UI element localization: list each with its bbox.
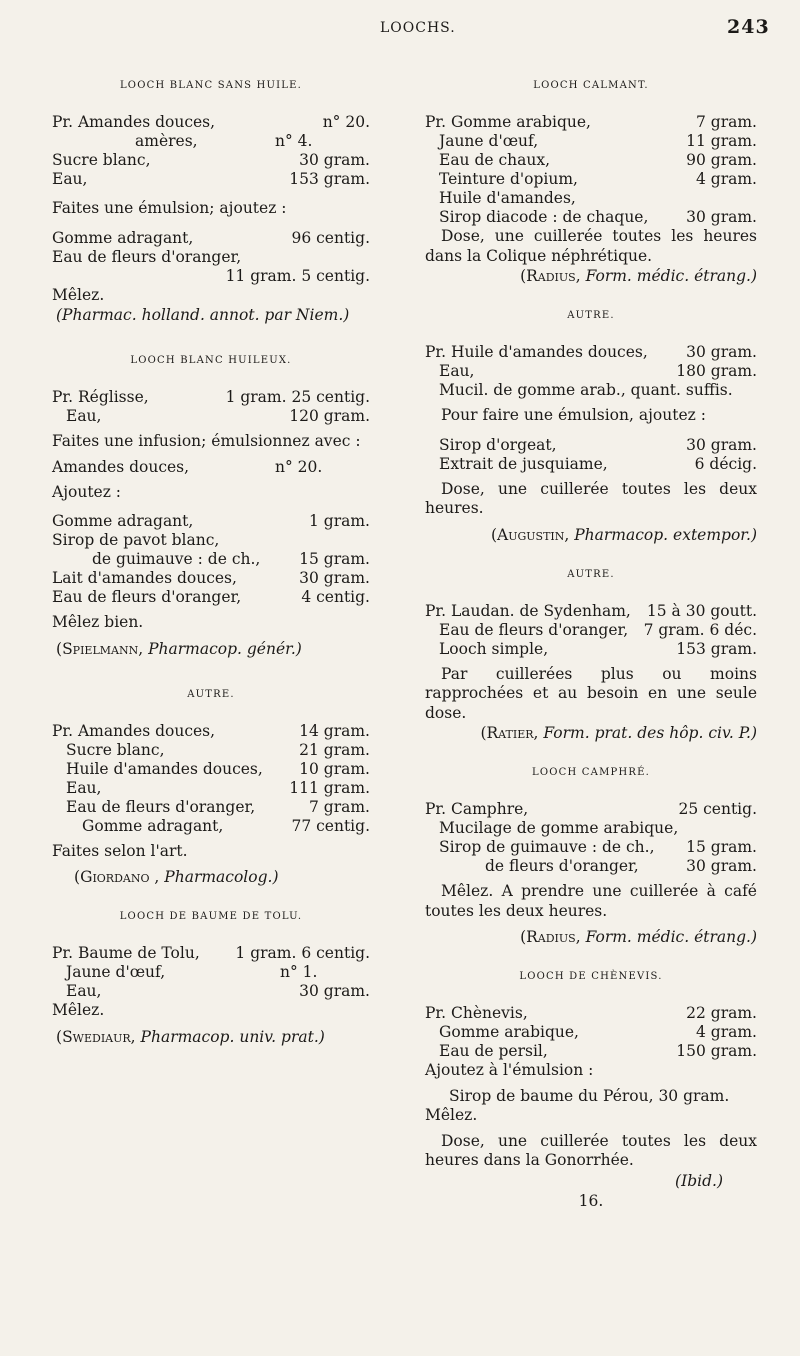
instruction: Sirop de baume du Pérou, 30 gram.	[449, 1086, 730, 1105]
ingredient-row: Eau, 30 gram.	[66, 982, 370, 1000]
ingredient-row: Pr. Amandes douces, 14 gram.	[52, 721, 370, 740]
section-title: LOOCH DE BAUME DE TOLU.	[119, 911, 303, 922]
source-citation: (Pharmac. holland. annot. par Niem.)	[56, 306, 350, 324]
ingredient-row: Sirop de guimauve : de ch., 15 gram.	[439, 838, 757, 856]
ingredient-row: Eau de chaux, 90 gram.	[439, 151, 757, 169]
section-title: LOOCH DE CHÈNEVIS.	[519, 971, 663, 982]
section-title: AUTRE.	[187, 688, 235, 700]
page-number: 243	[727, 16, 770, 38]
ingredient-row: Sucre blanc, 21 gram.	[66, 740, 370, 759]
instruction: Pour faire une émulsion, ajoutez :	[441, 406, 706, 424]
dose-text: Dose, une cuillerée toutes les heures dans la Colique néphrétique.	[425, 227, 757, 265]
ingredient-row: Pr. Camphre, 25 centig.	[425, 800, 757, 818]
section-title: AUTRE.	[567, 310, 615, 321]
ingredient-row: Pr. Chènevis, 22 gram.	[425, 1004, 757, 1022]
dose-text: Dose, une cuillerée toutes les deux heures dans la Gonorrhée.	[425, 1131, 757, 1169]
ingredient-row: Pr. Huile d'amandes douces, 30 gram.	[425, 343, 757, 361]
ingredient-row: amères, n° 4.	[135, 132, 313, 150]
ingredient-row: Looch simple, 153 gram.	[439, 639, 757, 658]
ingredient-row: Sirop diacode : de chaque, 30 gram.	[439, 208, 757, 226]
instruction: Mêlez.	[425, 1106, 478, 1124]
source-citation: (Ratier, Form. prat. des hôp. civ. P.)	[480, 724, 757, 742]
ingredient-row: Gomme adragant, 1 gram.	[52, 512, 370, 530]
ingredient-row: Sucre blanc, 30 gram.	[52, 151, 370, 169]
right-column	[425, 80, 757, 1211]
section-title: LOOCH BLANC SANS HUILE.	[119, 80, 303, 91]
instruction: Faites une infusion; émulsionnez avec :	[52, 432, 361, 450]
ingredient-row: Gomme adragant, 96 centig.	[52, 228, 370, 247]
section-title: LOOCH BLANC HUILEUX.	[130, 355, 292, 366]
ingredient-row: Teinture d'opium, 4 gram.	[439, 170, 757, 188]
ingredient-row: Jaune d'œuf, 11 gram.	[439, 132, 757, 150]
ingredient-row: Pr. Laudan. de Sydenham, 15 à 30 goutt.	[425, 601, 757, 620]
ingredient-row: Pr. Réglisse, 1 gram. 25 centig.	[52, 388, 370, 406]
ingredient-row: Lait d'amandes douces, 30 gram.	[52, 569, 370, 587]
ingredient-row: Eau de fleurs d'oranger, 7 gram.	[66, 797, 370, 816]
ingredient-row: Gomme adragant, 77 centig.	[82, 816, 370, 835]
source-citation: (Ibid.)	[675, 1171, 723, 1190]
ingredient-row: Extrait de jusquiame, 6 décig.	[439, 454, 757, 473]
dose-text: Dose, une cuillerée toutes les deux heures.	[425, 479, 757, 517]
ingredient-row: Sirop d'orgeat, 30 gram.	[439, 435, 757, 454]
ingredient-row: 11 gram. 5 centig.	[225, 266, 370, 285]
ingredient-row: Eau, 120 gram.	[66, 407, 370, 425]
ingredient-row: Eau de fleurs d'oranger,	[52, 247, 242, 266]
source-citation: (Spielmann, Pharmacop. génér.)	[56, 639, 302, 658]
ingredient-row: Eau de fleurs d'oranger, 7 gram. 6 déc.	[439, 620, 757, 639]
left-column	[52, 80, 370, 1047]
instruction: Faites selon l'art.	[52, 841, 188, 860]
ingredient-row: Huile d'amandes,	[439, 189, 576, 207]
source-citation: (Radius, Form. médic. étrang.)	[520, 267, 757, 285]
instruction: Mêlez.	[52, 285, 105, 304]
ingredient-row: Eau de persil, 150 gram.	[439, 1042, 757, 1060]
ingredient-row: Mucil. de gomme arab., quant. suffis.	[439, 381, 733, 399]
dose-text: Mêlez. A prendre une cuillerée à café toutes les deux heures.	[425, 882, 757, 920]
instruction: Ajoutez :	[52, 482, 122, 501]
section-title: AUTRE.	[567, 568, 615, 580]
ingredient-row: Gomme arabique, 4 gram.	[439, 1023, 757, 1041]
ingredient-row: de guimauve : de ch., 15 gram.	[92, 550, 370, 568]
ingredient-row: Eau, 111 gram.	[66, 778, 370, 797]
section-title: LOOCH CALMANT.	[533, 80, 649, 91]
source-citation: (Augustin, Pharmacop. extempor.)	[490, 525, 757, 544]
recipe	[52, 113, 370, 189]
dose-text: Par cuillerées plus ou moins rapprochées et au besoin en une seule dose.	[425, 664, 757, 722]
ingredient-row: Eau, 153 gram.	[52, 170, 370, 188]
source-citation: (Giordano , Pharmacolog.)	[74, 868, 279, 886]
instruction: Mêlez bien.	[52, 613, 144, 631]
source-citation: (Swediaur, Pharmacop. univ. prat.)	[56, 1027, 325, 1046]
instruction: Faites une émulsion; ajoutez :	[52, 199, 287, 217]
signature-mark: 16.	[578, 1191, 604, 1210]
ingredient-row: Pr. Amandes douces, n° 20.	[52, 113, 370, 131]
instruction: Mêlez.	[52, 1001, 105, 1019]
ingredient-row: Amandes douces, n° 20.	[52, 457, 323, 476]
instruction: Ajoutez à l'émulsion :	[425, 1061, 594, 1079]
ingredient-row: de fleurs d'oranger, 30 gram.	[485, 857, 757, 875]
ingredient-row: Jaune d'œuf, n° 1.	[66, 963, 318, 981]
ingredient-row: Sirop de pavot blanc,	[52, 531, 220, 549]
ingredient-row: Pr. Gomme arabique, 7 gram.	[425, 113, 757, 131]
ingredient-row: Eau de fleurs d'oranger, 4 centig.	[52, 588, 370, 606]
source-citation: (Radius, Form. médic. étrang.)	[520, 928, 757, 946]
ingredient-row: Pr. Baume de Tolu, 1 gram. 6 centig.	[52, 944, 370, 962]
ingredient-row: Eau, 180 gram.	[439, 362, 757, 380]
section-title: LOOCH CAMPHRÉ.	[532, 767, 650, 778]
running-title: LOOCHS.	[380, 20, 456, 36]
ingredient-row: Mucilage de gomme arabique,	[439, 819, 679, 837]
ingredient-row: Huile d'amandes douces, 10 gram.	[66, 759, 370, 778]
